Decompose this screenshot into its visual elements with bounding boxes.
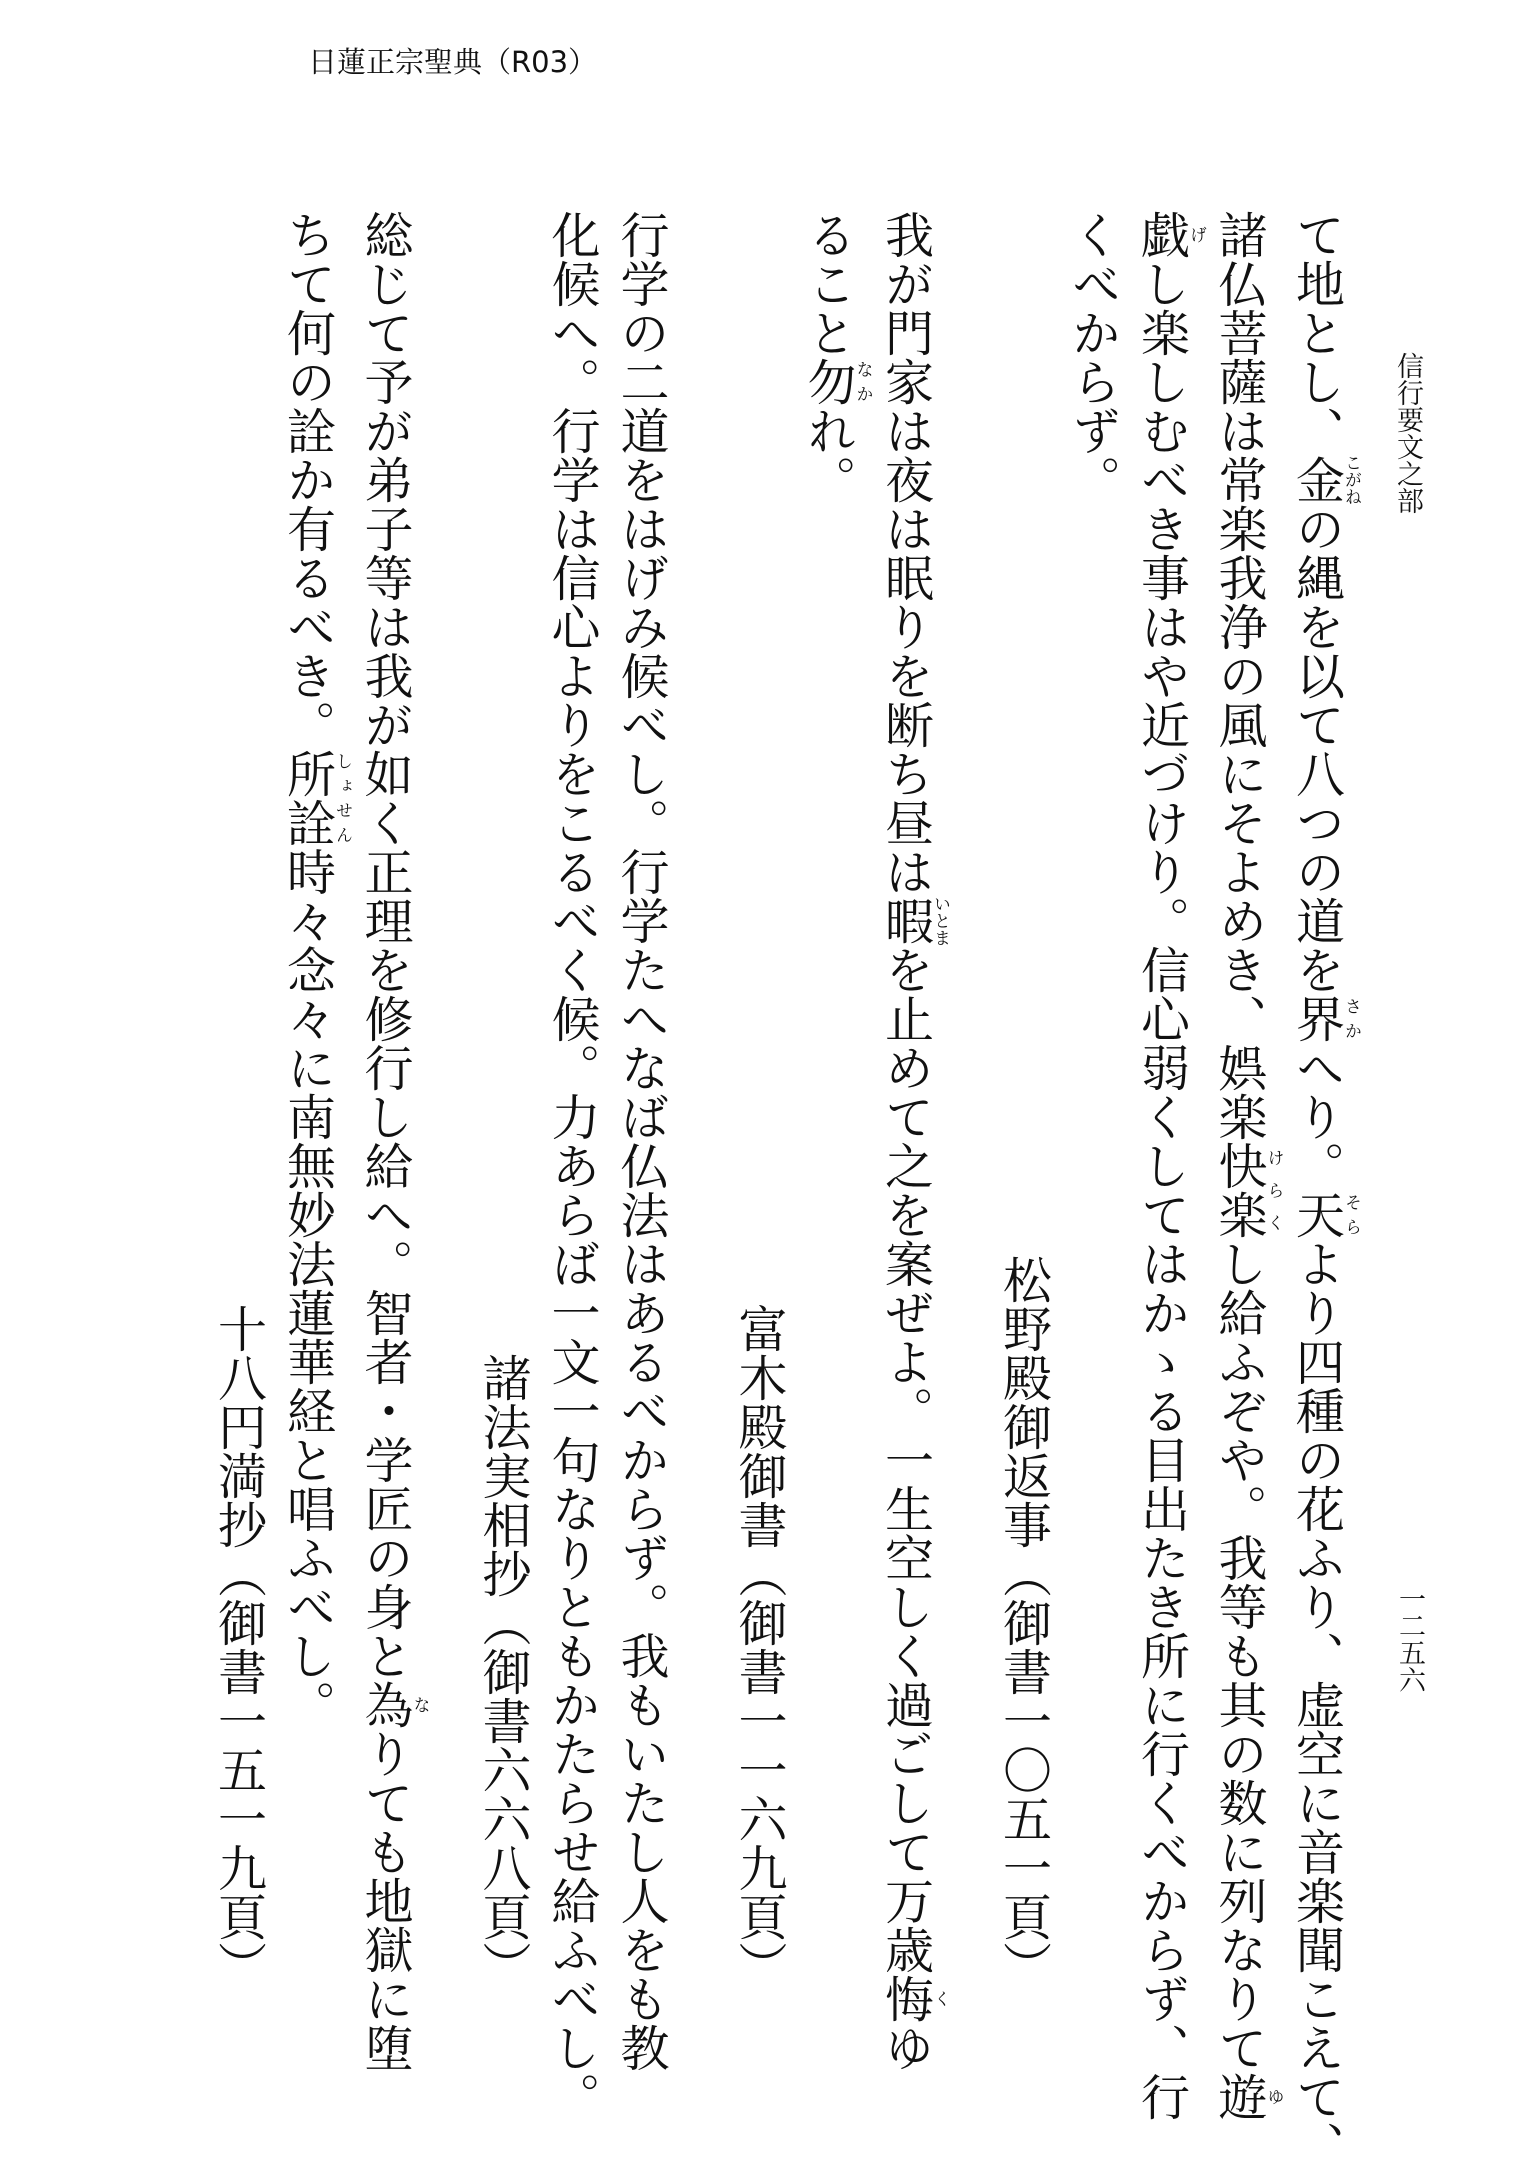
ruby-naka: 勿なか <box>800 357 873 406</box>
passage-4-line-1: 総じて予が弟子等は我が如く正理を修行し給へ。智者・学匠の身と為なりても地獄に堕 <box>357 210 430 2072</box>
passage-1-line-1: て地とし、金こがねの縄を以て八つの道を界さかへり。天そらより四種の花ふり、虚空に音楽聞こえて、 <box>1288 210 1361 2170</box>
passage-4-citation: 十八円満抄（御書一五一九頁） <box>210 1304 268 1990</box>
vertical-text-body <box>210 210 1361 2170</box>
ruby-itoma: 暇いとま <box>877 895 950 946</box>
section-title: 信行要文之部 <box>1392 352 1423 514</box>
passage-1-line-3: 戯げし楽しむべき事はや近づけり。信心弱くしてはかゝる目出たき所に行くべからず、行 <box>1133 210 1206 2121</box>
passage-2-line-2: ること勿なかれ。 <box>800 210 873 504</box>
page-number: 一二五六 <box>1394 1585 1425 1693</box>
ruby-kuyu: 悔く <box>877 1974 950 2023</box>
passage-3-line-1: 行学の二道をはげみ候べし。行学たへなば仏法はあるべからず。我もいたし人をも教 <box>613 210 670 2072</box>
ruby-na: 為な <box>357 1680 430 1729</box>
ruby-sora: 天そら <box>1288 1190 1361 1239</box>
passage-4-line-2: ちて何の詮か有るべき。所詮しょせん時々念々に南無妙法蓮華経と唱ふべし。 <box>279 210 352 1729</box>
ruby-ge: 戯げ <box>1133 210 1206 259</box>
document-label: 日蓮正宗聖典（R03） <box>308 45 598 79</box>
ruby-yu: 遊ゆ <box>1211 2072 1284 2121</box>
ruby-sakai: 界さか <box>1288 994 1361 1043</box>
passage-2-citation: 富木殿御書（御書一一六九頁） <box>731 1304 788 1990</box>
ruby-shosen: 所詮しょせん <box>279 749 352 847</box>
passage-1-citation: 松野殿御返事（御書一〇五一頁） <box>995 1255 1053 1990</box>
ruby-keraku: 快楽けらく <box>1211 1141 1284 1239</box>
ruby-kin: 金こがね <box>1288 454 1361 505</box>
passage-3-citation: 諸法実相抄（御書六六八頁） <box>475 1353 532 1990</box>
passage-1-line-2: 諸仏菩薩は常楽我浄の風にそよめき、娯楽快楽けらくし給ふぞや。我等も其の数に列なりて遊ゆ <box>1211 210 1284 2121</box>
passage-3-line-2: 化候へ。行学は信心よりをこるべく候。力あらば一文一句なりともかたらせ給ふべし。 <box>544 210 601 2121</box>
passage-1-line-4: くべからず。 <box>1064 210 1122 504</box>
passage-2-line-1: 我が門家は夜は眠りを断ち昼は暇いとまを止めて之を案ぜよ。一生空しく過ごして万歳悔くゆ <box>877 210 950 2072</box>
